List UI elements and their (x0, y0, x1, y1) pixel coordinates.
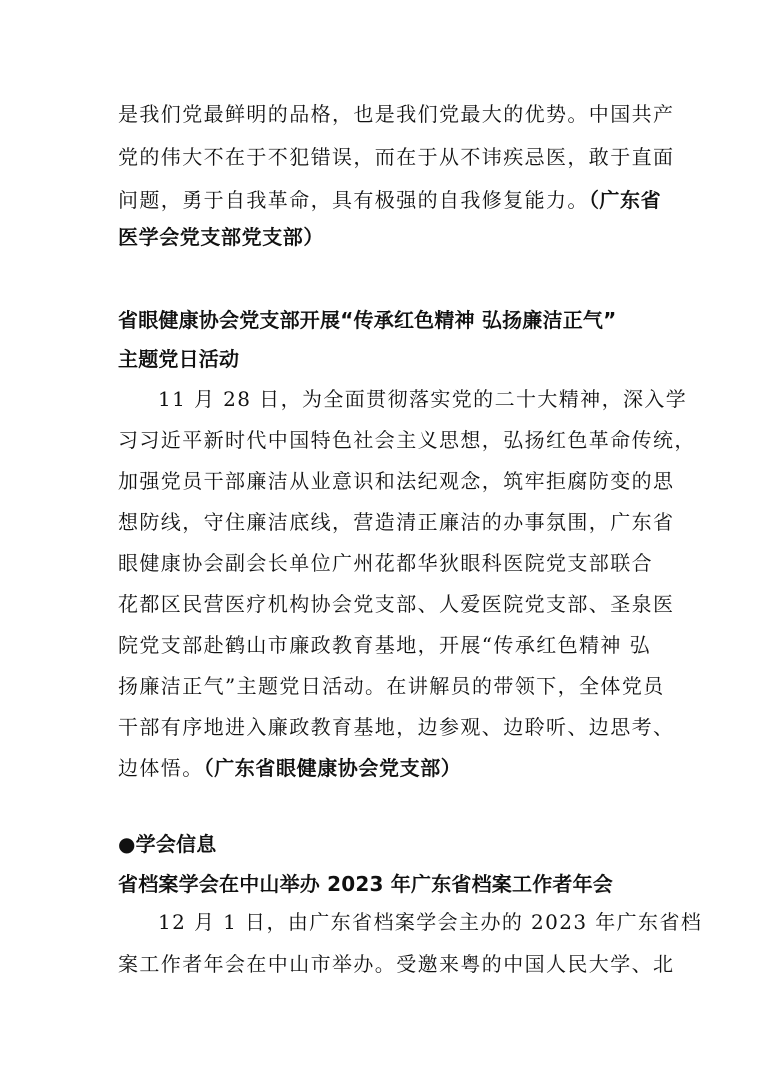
paragraph-line: 想防线，守住廉洁底线，营造清正廉洁的办事氛围，广东省 (118, 510, 675, 534)
article-title: 省档案学会在中山举办 2023 年广东省档案工作者年会 (118, 872, 613, 896)
paragraph-line: 12 月 1 日，由广东省档案学会主办的 2023 年广东省档 (158, 910, 703, 934)
paragraph-line: 院党支部赴鹤山市廉政教育基地，开展“传承红色精神 弘 (118, 633, 651, 657)
paragraph-line: 扬廉洁正气”主题党日活动。在讲解员的带领下，全体党员 (118, 674, 665, 698)
paragraph-text: 问题，勇于自我革命，具有极强的自我修复能力。 (118, 188, 589, 212)
paragraph-line: 案工作者年会在中山市举办。受邀来粤的中国人民大学、北 (118, 952, 675, 976)
paragraph-text: 边体悟。 (118, 756, 204, 780)
source-attribution: （广东省眼健康协会党支部） (203, 756, 462, 780)
article-title: 主题党日活动 (118, 347, 240, 371)
paragraph-line: 眼健康协会副会长单位广州花都华狄眼科医院党支部联合 (118, 551, 653, 575)
paragraph-line: 干部有序地进入廉政教育基地，边参观、边聆听、边思考、 (118, 715, 675, 739)
paragraph-line: 花都区民营医疗机构协会党支部、人爱医院党支部、圣泉医 (118, 592, 675, 616)
source-attribution: 医学会党支部党支部） (118, 225, 324, 249)
article-title: 省眼健康协会党支部开展“传承红色精神 弘扬廉洁正气” (118, 308, 617, 332)
paragraph-line (118, 754, 461, 782)
paragraph-line (118, 186, 661, 214)
paragraph-line: 加强党员干部廉洁从业意识和法纪观念，筑牢拒腐防变的思 (118, 469, 675, 493)
paragraph-line: 是我们党最鲜明的品格，也是我们党最大的优势。中国共产 (118, 102, 675, 126)
source-attribution: （广东省 (588, 188, 662, 212)
paragraph-line: 党的伟大不在于不犯错误，而在于从不讳疾忌医，敢于直面 (118, 145, 675, 169)
section-heading: ●学会信息 (118, 832, 217, 856)
paragraph-line: 习习近平新时代中国特色社会主义思想，弘扬红色革命传统， (118, 428, 696, 452)
paragraph-line: 11 月 28 日，为全面贯彻落实党的二十大精神，深入学 (158, 387, 688, 411)
